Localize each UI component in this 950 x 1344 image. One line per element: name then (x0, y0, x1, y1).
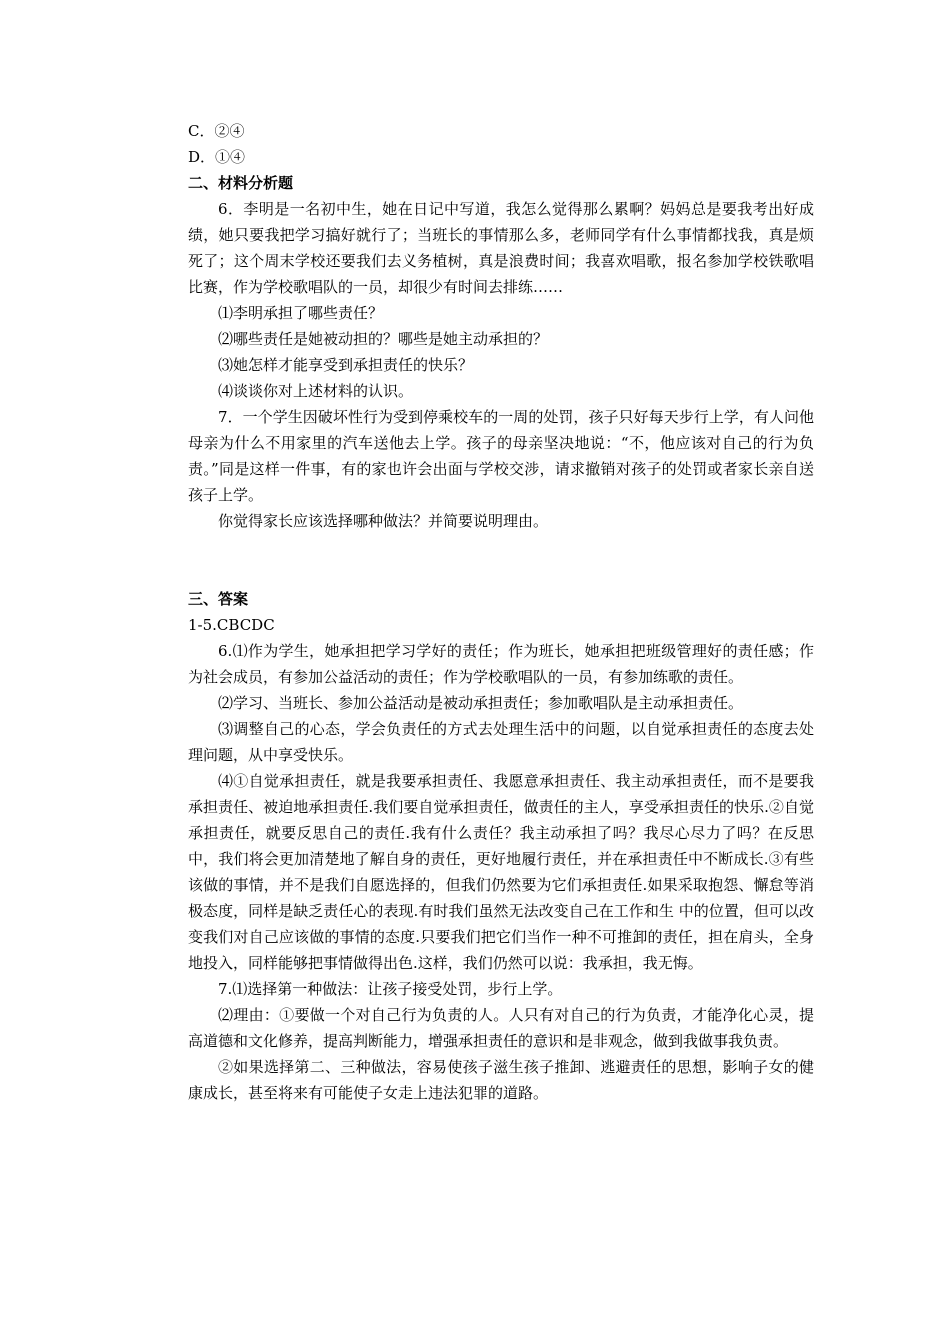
question-6-stem: 6．李明是一名初中生，她在日记中写道，我怎么觉得那么累啊？妈妈总是要我考出好成绩，她只要我把学习搞好就行了；当班长的事情那么多，老师同学有什么事情都找我，真是烦死了；这个周末学校还要我们去义务植树，真是浪费时间；我喜欢唱歌，报名参加学校铁歌唱比赛，作为学校歌唱队的一员，却很少有时间去排练…… (188, 200, 814, 296)
answer-7-part-1: 7.⑴选择第一种做法：让孩子接受处罚，步行上学。 (218, 980, 563, 998)
option-c: C．②④ (188, 122, 245, 140)
answer-6-part-3: ⑶调整自己的心态，学会负责任的方式去处理生活中的问题，以自觉承担责任的态度去处理问题，从中享受快乐。 (188, 720, 814, 764)
section-spacer (188, 534, 814, 586)
section-heading-material-analysis: 二、材料分析题 (188, 174, 294, 192)
answer-6-part-1: 6.⑴作为学生，她承担把学习学好的责任；作为班长，她承担把班级管理好的责任感；作为社会成员，有参加公益活动的责任；作为学校歌唱队的一员，有参加练歌的责任。 (188, 642, 814, 686)
answer-7-part-2: ⑵理由：①要做一个对自己行为负责的人。人只有对自己的行为负责，才能净化心灵，提高道德和文化修养，提高判断能力，增强承担责任的意识和是非观念，做到我做事我负责。 (188, 1006, 814, 1050)
question-7-stem: 7．一个学生因破坏性行为受到停乘校车的一周的处罚，孩子只好每天步行上学，有人问他母亲为什么不用家里的汽车送他去上学。孩子的母亲坚决地说：“不，他应该对自己的行为负责。”同是这样一件事，有的家也许会出面与学校交涉，请求撤销对孩子的处罚或者家长亲自送孩子上学。 (188, 408, 814, 504)
question-6-sub-2: ⑵哪些责任是她被动担的？哪些是她主动承担的？ (218, 330, 549, 348)
question-7-prompt: 你觉得家长应该选择哪种做法？并简要说明理由。 (218, 512, 549, 530)
answer-1-5: 1-5.CBCDC (188, 616, 275, 634)
question-6-sub-1: ⑴李明承担了哪些责任？ (218, 304, 384, 322)
answer-6-part-4: ⑷①自觉承担责任，就是我要承担责任、我愿意承担责任、我主动承担责任，而不是要我承担责任、被迫地承担责任.我们要自觉承担责任，做责任的主人，享受承担责任的快乐.②自觉承担责任，就要反思自己的责任.我有什么责任？我主动承担了吗？我尽心尽力了吗？在反思中，我们将会更加清楚地了解自身的责任，更好地履行责任，并在承担责任中不断成长.③有些该做的事情，并不是我们自愿选择的，但我们仍然要为它们承担责任.如果采取抱怨、懈怠等消极态度，同样是缺乏责任心的表现.有时我们虽然无法改变自己在工作和生 中的位置，但可以改变我们对自己应该做的事情的态度.只要我们把它们当作一种不可推卸的责任，担在肩头，全身地投入，同样能够把事情做得出色.这样，我们仍然可以说：我承担，我无悔。 (188, 772, 814, 972)
answer-7-part-3: ②如果选择第二、三种做法，容易使孩子滋生孩子推卸、逃避责任的思想，影响子女的健康成长，甚至将来有可能使子女走上违法犯罪的道路。 (188, 1058, 814, 1102)
answer-6-part-2: ⑵学习、当班长、参加公益活动是被动承担责任；参加歌唱队是主动承担责任。 (218, 694, 744, 712)
question-6-sub-4: ⑷谈谈你对上述材料的认识。 (218, 382, 414, 400)
question-6-sub-3: ⑶她怎样才能享受到承担责任的快乐？ (218, 356, 474, 374)
section-heading-answers: 三、答案 (188, 590, 249, 608)
option-d: D．①④ (188, 148, 246, 166)
document-body (188, 118, 814, 1106)
